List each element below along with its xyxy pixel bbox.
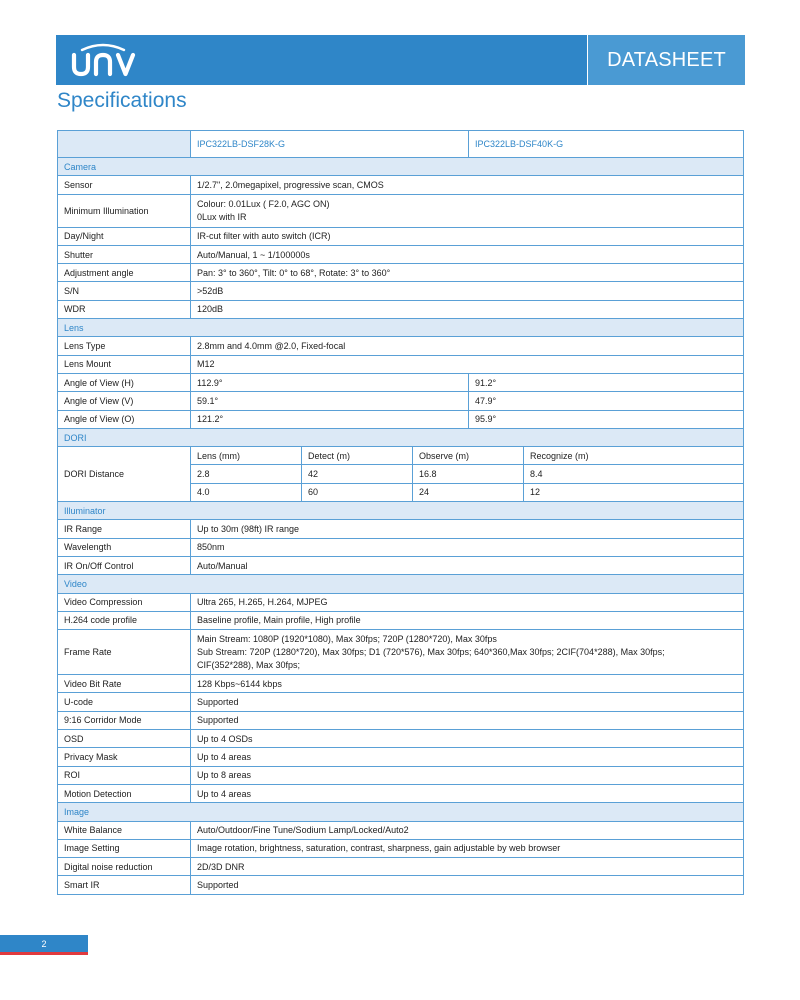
page-number: 2 <box>0 935 88 952</box>
row-label: Smart IR <box>58 876 191 894</box>
dori-cell: 24 <box>413 483 524 501</box>
row-value: Auto/Manual <box>191 556 744 574</box>
dori-cell: 12 <box>524 483 744 501</box>
row-value: 2.8mm and 4.0mm @2.0, Fixed-focal <box>191 337 744 355</box>
table-row <box>58 355 744 373</box>
table-row <box>58 300 744 318</box>
table-row <box>58 784 744 802</box>
row-value: Supported <box>191 876 744 894</box>
row-value: >52dB <box>191 282 744 300</box>
table-corner-cell <box>58 131 191 158</box>
model-header-row <box>58 131 744 158</box>
row-value: 2D/3D DNR <box>191 858 744 876</box>
page-title: Specifications <box>57 89 187 112</box>
model-name: IPC322LB-DSF40K-G <box>469 131 744 158</box>
row-value: Auto/Manual, 1 ~ 1/100000s <box>191 245 744 263</box>
table-row <box>58 858 744 876</box>
row-label: Video Bit Rate <box>58 675 191 693</box>
row-label: OSD <box>58 730 191 748</box>
datasheet-tab: DATASHEET <box>587 35 745 85</box>
section-title: DORI <box>58 428 744 446</box>
section-header-video <box>58 575 744 593</box>
row-value: Up to 30m (98ft) IR range <box>191 520 744 538</box>
row-value: Up to 8 areas <box>191 766 744 784</box>
section-title: Lens <box>58 319 744 337</box>
row-label: Image Setting <box>58 839 191 857</box>
row-value: Ultra 265, H.265, H.264, MJPEG <box>191 593 744 611</box>
section-header-image <box>58 803 744 821</box>
row-label: Wavelength <box>58 538 191 556</box>
value-line: 0Lux with IR <box>197 211 247 222</box>
table-row <box>58 245 744 263</box>
table-row <box>58 227 744 245</box>
unv-logo <box>68 41 148 81</box>
table-row <box>58 630 744 675</box>
header-bar <box>56 35 744 85</box>
section-title: Image <box>58 803 744 821</box>
table-row <box>58 447 744 465</box>
dori-header: Recognize (m) <box>524 447 744 465</box>
table-row <box>58 337 744 355</box>
section-header-illuminator <box>58 502 744 520</box>
table-row <box>58 611 744 629</box>
table-row <box>58 194 744 227</box>
row-value: IR-cut filter with auto switch (ICR) <box>191 227 744 245</box>
row-value: 1/2.7", 2.0megapixel, progressive scan, CMOS <box>191 176 744 194</box>
value-line: Sub Stream: 720P (1280*720), Max 30fps; D1 (720*576), Max 30fps; 640*360,Max 30fps; 2CIF(704*288), Max 30fps; <box>197 646 665 657</box>
row-label: IR Range <box>58 520 191 538</box>
table-row <box>58 392 744 410</box>
table-row <box>58 821 744 839</box>
row-value: Auto/Outdoor/Fine Tune/Sodium Lamp/Locked/Auto2 <box>191 821 744 839</box>
row-label: Minimum Illumination <box>58 194 191 227</box>
row-label: Shutter <box>58 245 191 263</box>
footer-accent-bar <box>0 952 88 955</box>
section-header-camera <box>58 158 744 176</box>
value-line: CIF(352*288), Max 30fps; <box>197 659 301 670</box>
row-label: Day/Night <box>58 227 191 245</box>
row-value: 128 Kbps~6144 kbps <box>191 675 744 693</box>
row-label: Video Compression <box>58 593 191 611</box>
row-label: DORI Distance <box>58 447 191 502</box>
dori-header: Detect (m) <box>302 447 413 465</box>
table-row <box>58 748 744 766</box>
row-value: Baseline profile, Main profile, High profile <box>191 611 744 629</box>
row-value: 850nm <box>191 538 744 556</box>
dori-cell: 60 <box>302 483 413 501</box>
row-label: Motion Detection <box>58 784 191 802</box>
dori-cell: 8.4 <box>524 465 744 483</box>
table-row <box>58 766 744 784</box>
row-value: 112.9° <box>191 373 469 391</box>
dori-header: Observe (m) <box>413 447 524 465</box>
row-label: Digital noise reduction <box>58 858 191 876</box>
section-header-dori <box>58 428 744 446</box>
specifications-table-wrap <box>57 130 743 895</box>
section-title: Camera <box>58 158 744 176</box>
row-label: H.264 code profile <box>58 611 191 629</box>
row-value: 120dB <box>191 300 744 318</box>
row-value: Supported <box>191 693 744 711</box>
row-label: Frame Rate <box>58 630 191 675</box>
row-label: Lens Type <box>58 337 191 355</box>
table-row <box>58 876 744 894</box>
table-row <box>58 282 744 300</box>
table-row <box>58 176 744 194</box>
row-label: Sensor <box>58 176 191 194</box>
table-row <box>58 410 744 428</box>
table-row <box>58 264 744 282</box>
dori-cell: 42 <box>302 465 413 483</box>
table-row <box>58 675 744 693</box>
value-line: Colour: 0.01Lux ( F2.0, AGC ON) <box>197 198 330 209</box>
table-row <box>58 839 744 857</box>
table-row <box>58 693 744 711</box>
table-row <box>58 373 744 391</box>
row-value: Image rotation, brightness, saturation, contrast, sharpness, gain adjustable by web browser <box>191 839 744 857</box>
value-line: Main Stream: 1080P (1920*1080), Max 30fps; 720P (1280*720), Max 30fps <box>197 633 497 644</box>
table-row <box>58 730 744 748</box>
row-label: 9:16 Corridor Mode <box>58 711 191 729</box>
model-name: IPC322LB-DSF28K-G <box>191 131 469 158</box>
section-header-lens <box>58 319 744 337</box>
row-label: U-code <box>58 693 191 711</box>
table-row <box>58 593 744 611</box>
row-label: Angle of View (H) <box>58 373 191 391</box>
row-value: 91.2° <box>469 373 744 391</box>
row-value: Pan: 3° to 360°, Tilt: 0° to 68°, Rotate: 3° to 360° <box>191 264 744 282</box>
row-value: 95.9° <box>469 410 744 428</box>
row-label: IR On/Off Control <box>58 556 191 574</box>
table-row <box>58 520 744 538</box>
row-label: Privacy Mask <box>58 748 191 766</box>
row-label: White Balance <box>58 821 191 839</box>
row-label: Angle of View (O) <box>58 410 191 428</box>
table-row <box>58 538 744 556</box>
row-label: Angle of View (V) <box>58 392 191 410</box>
section-title: Illuminator <box>58 502 744 520</box>
row-value <box>191 630 744 675</box>
row-value: Up to 4 OSDs <box>191 730 744 748</box>
row-label: ROI <box>58 766 191 784</box>
row-value: 59.1° <box>191 392 469 410</box>
row-label: WDR <box>58 300 191 318</box>
row-value: Up to 4 areas <box>191 784 744 802</box>
row-label: S/N <box>58 282 191 300</box>
dori-cell: 2.8 <box>191 465 302 483</box>
section-title: Video <box>58 575 744 593</box>
row-label: Lens Mount <box>58 355 191 373</box>
specifications-table <box>57 130 744 895</box>
row-value: 47.9° <box>469 392 744 410</box>
dori-cell: 4.0 <box>191 483 302 501</box>
row-label: Adjustment angle <box>58 264 191 282</box>
row-value: 121.2° <box>191 410 469 428</box>
dori-cell: 16.8 <box>413 465 524 483</box>
table-row <box>58 556 744 574</box>
row-value: Supported <box>191 711 744 729</box>
row-value: M12 <box>191 355 744 373</box>
dori-header: Lens (mm) <box>191 447 302 465</box>
row-value <box>191 194 744 227</box>
table-row <box>58 711 744 729</box>
row-value: Up to 4 areas <box>191 748 744 766</box>
